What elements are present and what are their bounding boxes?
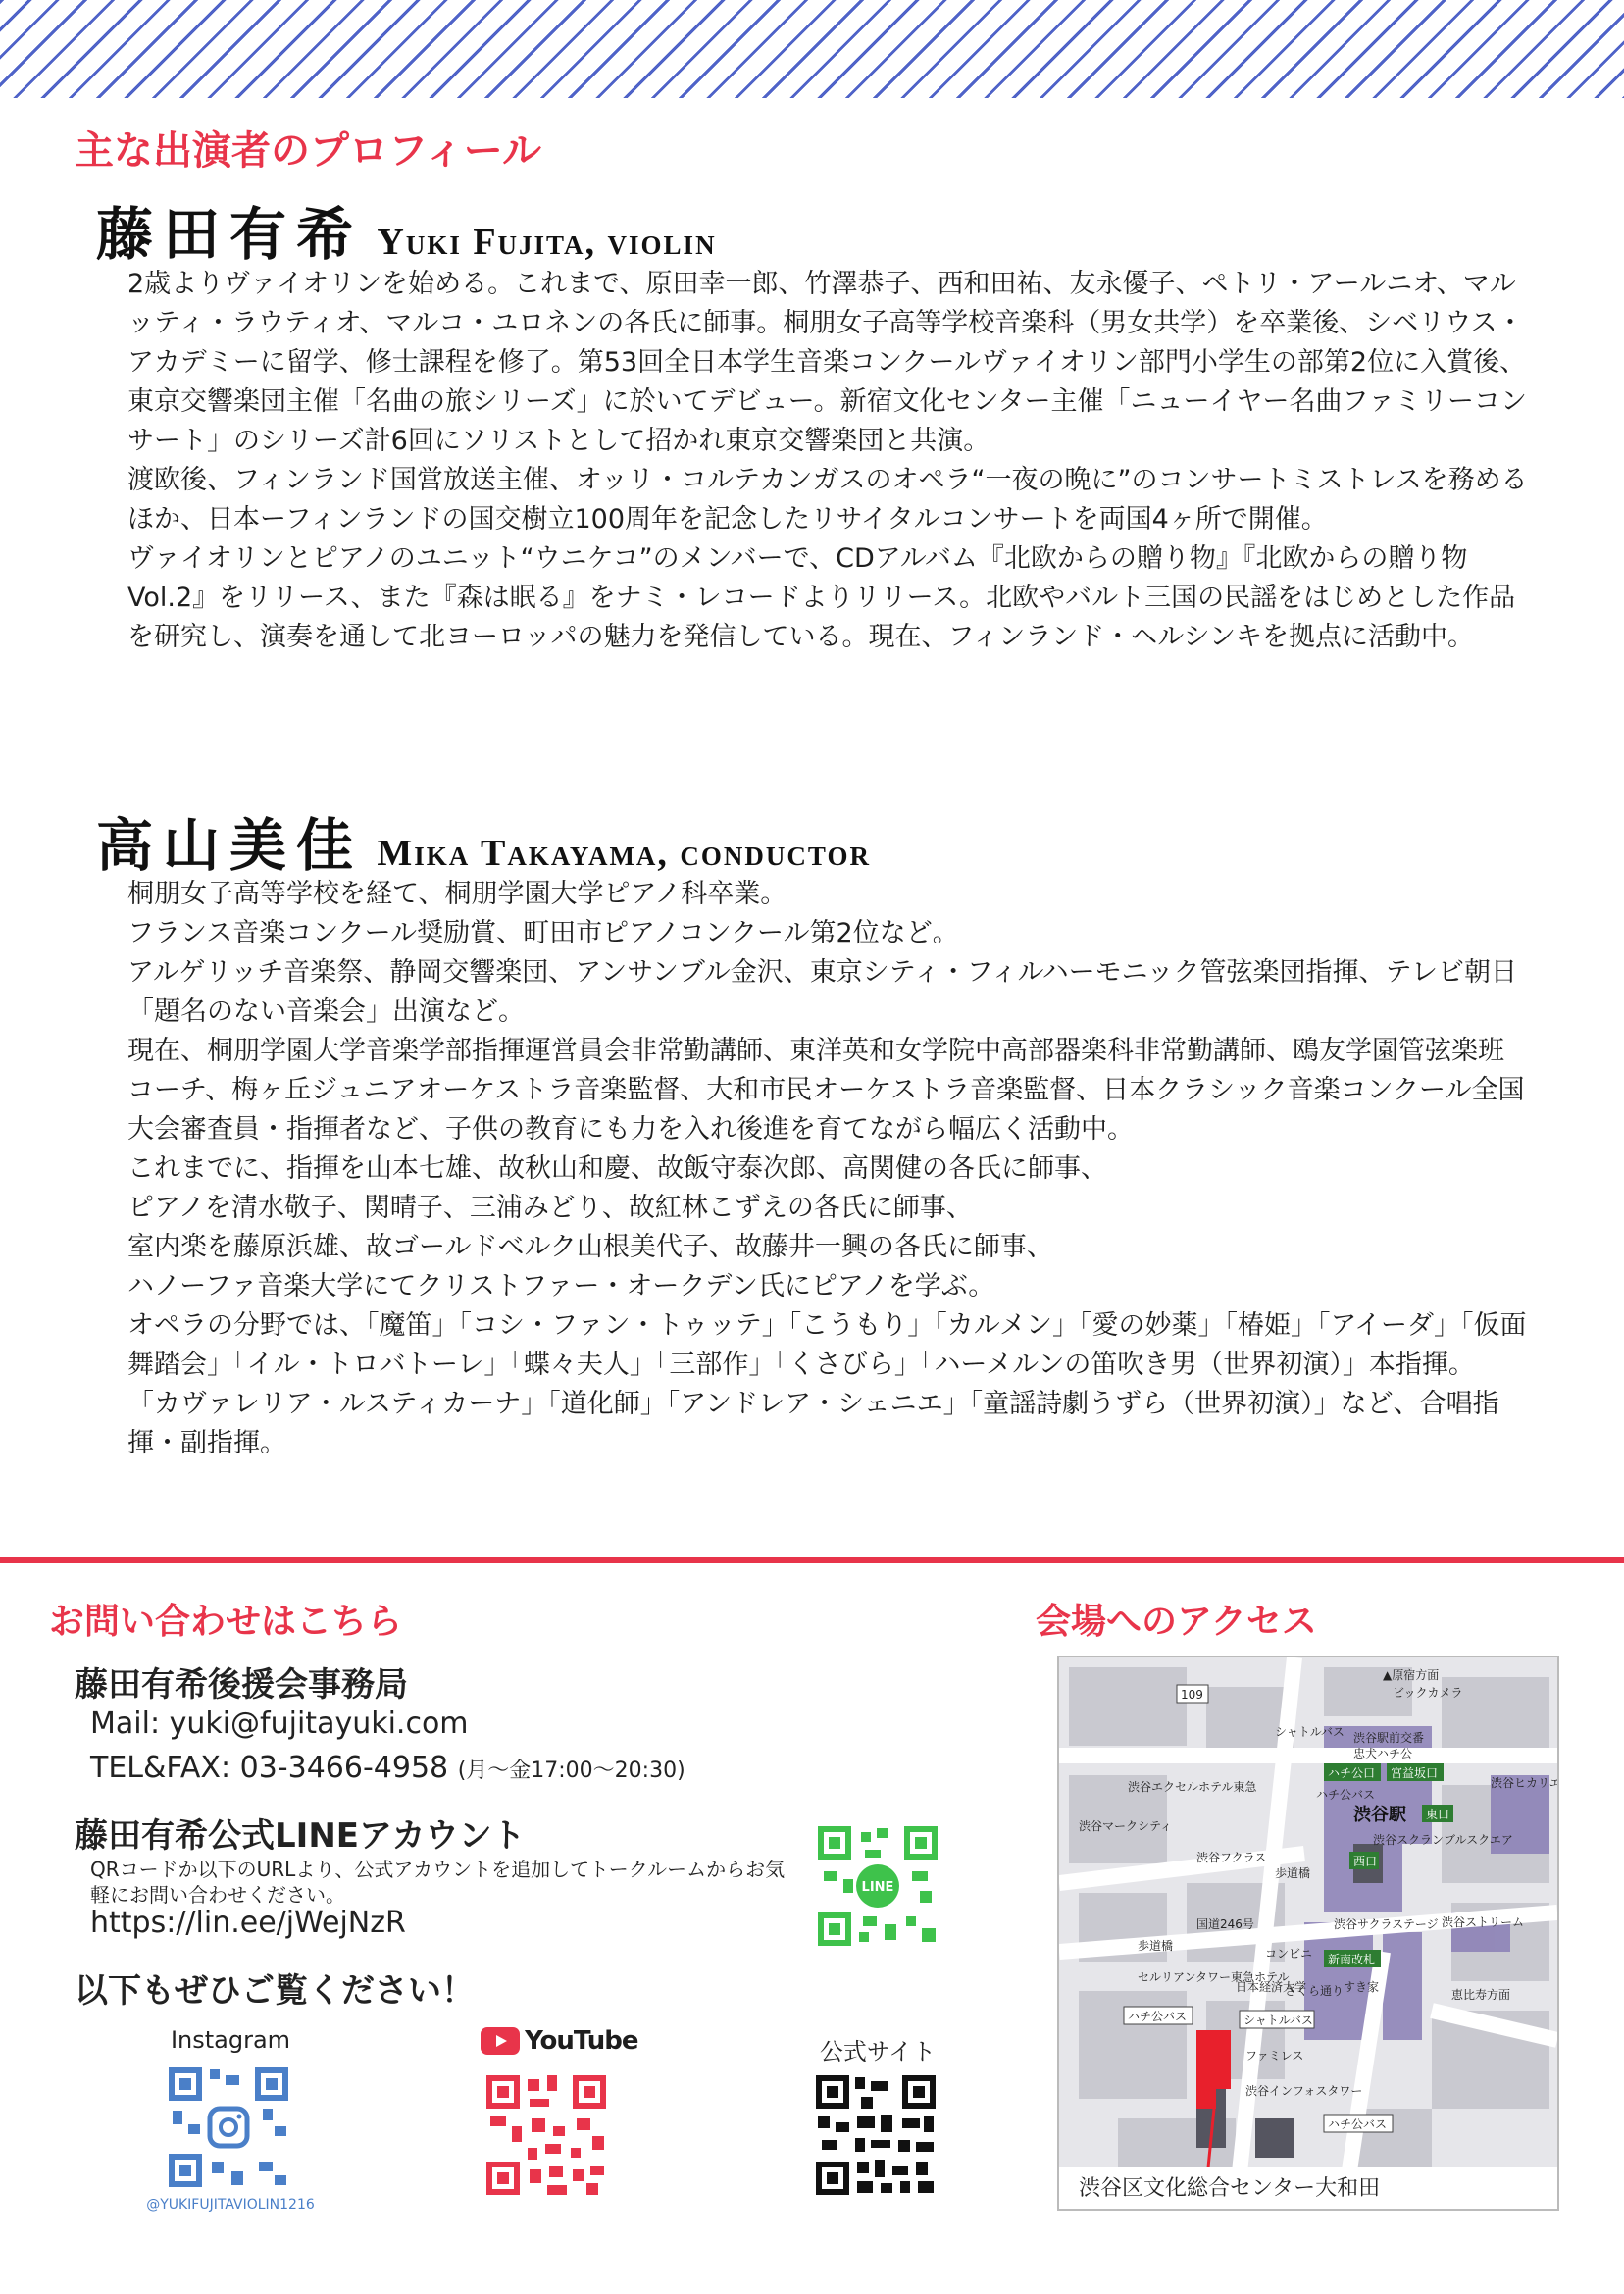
- section-divider: [0, 1557, 1624, 1563]
- bio-paragraph: 「カヴァレリア・ルスティカーナ」「道化師」「アンドレア・シェニエ」「童謡詩劇うずら（世界初演）」など、合唱指揮・副指揮。: [127, 1389, 1499, 1458]
- map-label: ハチ公バス: [1128, 2010, 1188, 2023]
- bio-paragraph: ハノーファ音楽大学にてクリストファー・オークデン氏にピアノを学ぶ。: [127, 1271, 995, 1301]
- map-label: 渋谷スクランブルスクエア: [1373, 1833, 1513, 1847]
- map-label: 渋谷駅前交番: [1353, 1731, 1425, 1745]
- venue-name: 渋谷区文化総合センター大和田: [1079, 2176, 1381, 2201]
- line-title: 藤田有希公式LINEアカウント: [75, 1816, 526, 1856]
- map-label: 日本経済大学: [1236, 1980, 1307, 1994]
- performer-name-jp: 藤田有希: [96, 201, 364, 268]
- profile-heading: 主な出演者のプロフィール: [75, 128, 541, 174]
- map-label: ハチ公バス: [1328, 2117, 1388, 2131]
- line-qr-label: LINE: [861, 1880, 894, 1895]
- see-also-text: 以下もぜひご覧ください！: [75, 1971, 475, 2011]
- map-label: 忠犬ハチ公: [1353, 1747, 1413, 1760]
- map-label: 渋谷ストリーム: [1442, 1915, 1525, 1929]
- map-label: 109: [1181, 1688, 1203, 1702]
- map-label: 歩道橋: [1275, 1866, 1311, 1880]
- youtube-play-icon: [481, 2027, 520, 2055]
- map-label: 渋谷駅: [1353, 1805, 1406, 1825]
- map-label: 渋谷エクセルホテル東急: [1128, 1780, 1257, 1794]
- mail-link[interactable]: Mail: yuki@fujitayuki.com: [90, 1707, 469, 1741]
- performer-name-fujita: [96, 188, 717, 271]
- bio-paragraph: 渡欧後、フィンランド国営放送主催、オッリ・コルテカンガスのオペラ“一夜の晩に”のコンサートミストレスを務めるほか、日本ーフィンランドの国交樹立100周年を記念したリサイタルコンサートを両国4ヶ所で開催。: [127, 465, 1528, 535]
- performer-bio-fujita: [127, 265, 1530, 657]
- instagram-qr-code[interactable]: [165, 2064, 292, 2191]
- map-label: コンビニ: [1265, 1947, 1313, 1961]
- bio-paragraph: 現在、桐朋学園大学音楽学部指揮運営員会非常勤講師、東洋英和女学院中高部器楽科非常勤講師、鴎友学園管弦楽班コーチ、梅ヶ丘ジュニアオーケストラ音楽監督、大和市民オーケストラ音楽監督、日本クラシック音楽コンクール全国大会審査員・指揮者など、子供の教育にも力を入れ後進を育てながら幅広く活動中。: [127, 1036, 1525, 1145]
- map-label: ビックカメラ: [1393, 1686, 1463, 1700]
- map-label: 恵比寿方面: [1451, 1988, 1511, 2002]
- bio-paragraph: 桐朋女子高等学校を経て、桐朋学園大学ピアノ科卒業。: [127, 879, 787, 909]
- office-name: 藤田有希後援会事務局: [75, 1665, 408, 1705]
- map-label: シャトルバス: [1275, 1725, 1345, 1739]
- map-label: 渋谷インフォスタワー: [1245, 2084, 1363, 2098]
- performer-name-en: Mika Takayama, conductor: [377, 833, 871, 874]
- bio-paragraph: 室内楽を藤原浜雄、故ゴールドベルク山根美代子、故藤井一興の各氏に師事、: [127, 1232, 1053, 1262]
- tel-fax: [90, 1751, 685, 1785]
- bio-paragraph: 2歳よりヴァイオリンを始める。これまで、原田幸一郎、竹澤恭子、西和田祐、友永優子、ペトリ・アールニオ、マルッティ・ラウティオ、マルコ・ユロネンの各氏に師事。桐朋女子高等学校音楽科（男女共学）を卒業後、シベリウス・アカデミーに留学、修士課程を修了。第53回全日本学生音楽コンクールヴァイオリン部門小学生の部第2位に入賞後、東京交響楽団主催「名曲の旅シリーズ」に於いてデビュー。新宿文化センター主催「ニューイヤー名曲ファミリーコンサート」のシリーズ計6回にソリストとして招かれ東京交響楽団と共演。: [127, 269, 1527, 456]
- youtube-logo: [481, 2026, 638, 2056]
- line-url-link[interactable]: https://lin.ee/jWejNzR: [90, 1906, 406, 1940]
- performer-name-takayama: [96, 799, 871, 882]
- line-note: QRコードか以下のURLより、公式アカウントを追加してトークルームからお気軽にお問い合わせください。: [90, 1858, 786, 1907]
- header-stripes: [0, 0, 1624, 98]
- map-label: 宮益坂口: [1391, 1766, 1439, 1780]
- map-label: すき家: [1344, 1980, 1380, 1994]
- map-label: ハチ公バス: [1316, 1788, 1376, 1802]
- access-heading: 会場へのアクセス: [1036, 1602, 1317, 1642]
- map-label: 西口: [1353, 1855, 1378, 1868]
- map-label: 東口: [1426, 1808, 1450, 1821]
- line-qr-code[interactable]: [814, 1822, 941, 1950]
- access-map[interactable]: [1057, 1656, 1559, 2211]
- map-label: 渋谷マークシティ: [1079, 1819, 1173, 1833]
- bio-paragraph: オペラの分野では、「魔笛」「コシ・ファン・トゥッテ」「こうもり」「カルメン」「愛の妙薬」「椿姫」「アイーダ」「仮面舞踏会」「イル・トロバトーレ」「蝶々夫人」「三部作」「くさびら」「ハーメルンの笛吹き男（世界初演）」本指揮。: [127, 1310, 1527, 1380]
- map-label: 渋谷サクラステージ: [1334, 1917, 1439, 1931]
- map-label: ▲原宿方面: [1383, 1668, 1440, 1682]
- performer-name-jp: 高山美佳: [96, 812, 364, 879]
- bio-paragraph: これまでに、指揮を山本七雄、故秋山和慶、故飯守泰次郎、高関健の各氏に師事、: [127, 1153, 1107, 1184]
- map-label: シャトルバス: [1243, 2014, 1313, 2027]
- performer-name-en: Yuki Fujita, violin: [377, 222, 717, 263]
- tel-number: TEL&FAX: 03-3466-4958: [90, 1751, 449, 1785]
- instagram-label: Instagram: [170, 2026, 291, 2054]
- map-label: 歩道橋: [1138, 1939, 1174, 1953]
- bio-paragraph: ヴァイオリンとピアノのユニット“ウニケコ”のメンバーで、CDアルバム『北欧からの贈り物』『北欧からの贈り物 Vol.2』をリリース、また『森は眠る』をナミ・レコードよりリリース。北欧やバルト三国の民謡をはじめとした作品を研究し、演奏を通して北ヨーロッパの魅力を発信している。現在、フィンランド・ヘルシンキを拠点に活動中。: [127, 543, 1516, 652]
- contact-hours: (月～金17:00～20:30): [457, 1759, 685, 1783]
- map-label: 渋谷ヒカリエ: [1491, 1776, 1557, 1790]
- performer-bio-takayama: [127, 875, 1530, 1463]
- youtube-label: YouTube: [525, 2026, 638, 2056]
- map-label: セルリアンタワー東急ホテル: [1138, 1970, 1290, 1984]
- map-label: さくら通り: [1285, 1984, 1345, 1998]
- official-site-label: 公式サイト: [819, 2038, 937, 2065]
- youtube-qr-code[interactable]: [482, 2071, 610, 2199]
- bio-paragraph: フランス音楽コンクール奨励賞、町田市ピアノコンクール第2位など。: [127, 918, 959, 948]
- bio-paragraph: ピアノを清水敬子、関晴子、三浦みどり、故紅林こずえの各氏に師事、: [127, 1193, 973, 1223]
- map-drawing: [1059, 1657, 1557, 2209]
- map-label: 国道246号: [1196, 1917, 1254, 1931]
- contact-heading: お問い合わせはこちら: [49, 1602, 403, 1642]
- map-label: ファミレス: [1245, 2049, 1304, 2063]
- map-label: ハチ公口: [1328, 1766, 1376, 1780]
- map-label: 渋谷フクラス: [1196, 1851, 1267, 1864]
- map-label: 新南改札: [1328, 1953, 1376, 1966]
- bio-paragraph: アルゲリッチ音楽祭、静岡交響楽団、アンサンブル金沢、東京シティ・フィルハーモニック管弦楽団指揮、テレビ朝日「題名のない音楽会」出演など。: [127, 957, 1517, 1027]
- instagram-handle: @YUKIFUJITAVIOLIN1216: [146, 2197, 315, 2213]
- official-site-qr-code[interactable]: [812, 2071, 939, 2199]
